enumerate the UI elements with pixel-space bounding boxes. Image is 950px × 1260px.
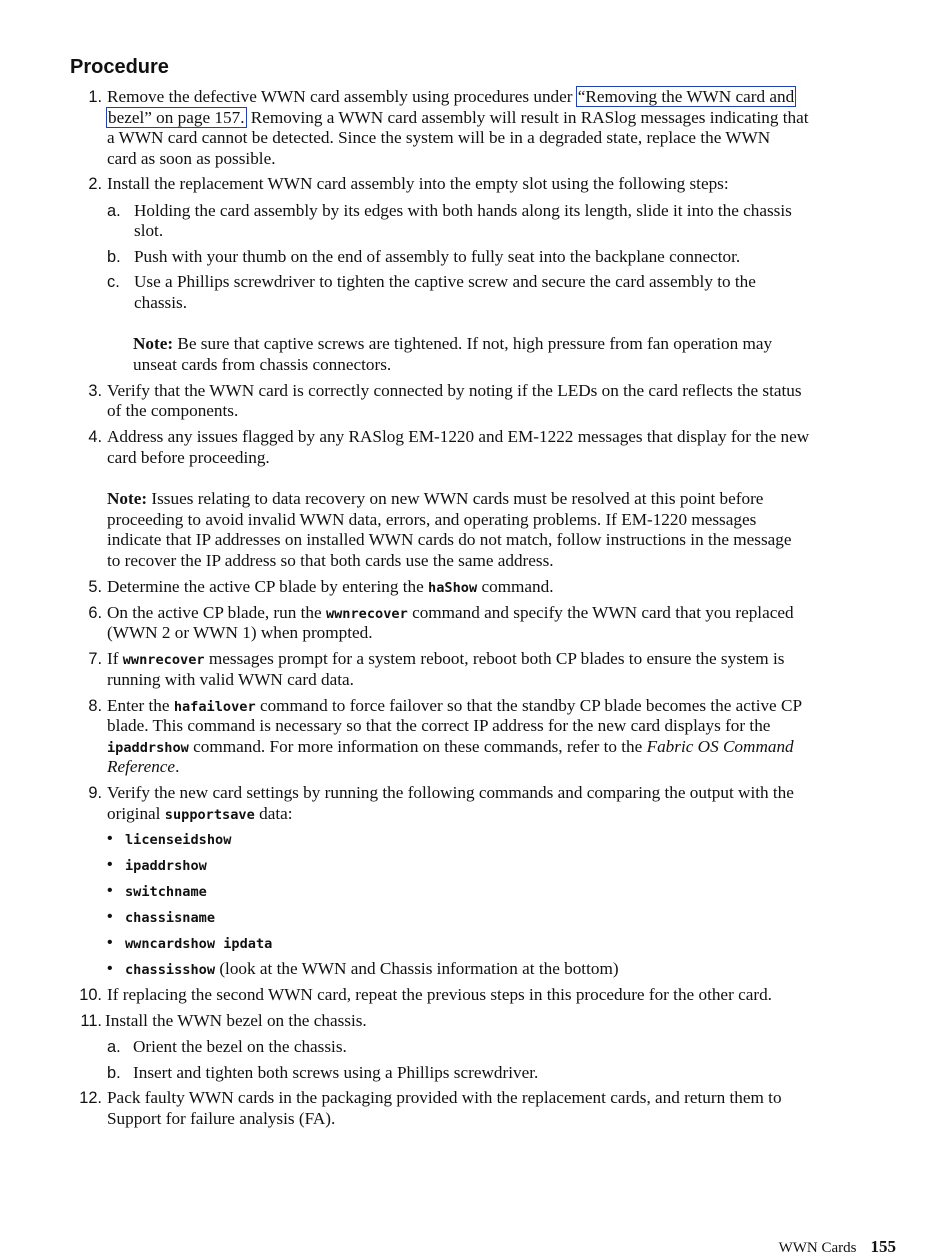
step-8-line-4 [107, 757, 907, 778]
step-8-line-3 [107, 737, 907, 759]
note-4-line-4: to recover the IP address so that both cards use the same address. [107, 551, 554, 570]
step-text: command to force failover so that the standby CP blade becomes the active CP [255, 696, 803, 715]
step-text: Determine the active CP blade by entering the [107, 577, 429, 596]
substep-letter: c. [107, 273, 120, 291]
step-1-line-2 [107, 108, 907, 129]
step-number: 11. [80, 1012, 102, 1030]
substep-2a-line-2: slot. [134, 221, 164, 240]
bullet: • [107, 856, 113, 873]
substep-letter: b. [107, 248, 121, 266]
page-number: 155 [870, 1237, 896, 1256]
step-9-line-2 [107, 804, 907, 826]
step-7-line-1 [107, 649, 907, 671]
step-8-line-2: blade. This command is necessary so that the correct IP address for the new card displays for the [107, 716, 771, 735]
step-text: messages prompt for a system reboot, reboot both CP blades to ensure the system is [204, 649, 785, 668]
substep-11b-text: Insert and tighten both screws using a Phillips screwdriver. [133, 1063, 539, 1082]
step-number: 4. [88, 428, 102, 446]
step-number: 3. [88, 382, 102, 400]
step-number: 7. [88, 650, 102, 668]
command-name: hafailover [173, 699, 256, 715]
removing-wwn-card-link-continued[interactable]: bezel” on page 157. [108, 108, 245, 127]
command-name: haShow [428, 580, 478, 596]
step-number: 8. [88, 697, 102, 715]
bullet: • [107, 934, 113, 951]
step-number: 2. [88, 175, 102, 193]
step-text: Enter the [107, 696, 174, 715]
substep-letter: b. [107, 1064, 121, 1082]
bullet: • [107, 830, 113, 847]
step-4-line-1: Address any issues flagged by any RASlog EM-1220 and EM-1222 messages that display for the new [107, 427, 810, 446]
reference-title: Reference [107, 757, 176, 776]
substep-2a-line-1: Holding the card assembly by its edges with both hands along its length, slide it into the chassis [134, 201, 792, 220]
step-12-line-2: Support for failure analysis (FA). [107, 1109, 336, 1128]
step-text: command and specify the WWN card that you replaced [407, 603, 794, 622]
step-1-line-1 [107, 87, 907, 108]
bullet-item [125, 855, 925, 877]
note-text: Issues relating to data recovery on new WWN cards must be resolved at this point before [147, 489, 764, 508]
step-1-line-4: card as soon as possible. [107, 149, 276, 168]
step-number: 9. [88, 784, 102, 802]
command-name: ipaddrshow [107, 740, 189, 756]
bullet: • [107, 882, 113, 899]
substep-letter: a. [107, 1038, 121, 1056]
footer-section-title: WWN Cards [778, 1240, 857, 1256]
step-text: Remove the defective WWN card assembly using procedures under [107, 87, 577, 106]
step-12-line-1: Pack faulty WWN cards in the packaging provided with the replacement cards, and return them to [107, 1088, 782, 1107]
bullet-item [125, 881, 925, 903]
step-9-line-1: Verify the new card settings by running the following commands and comparing the output with the [107, 783, 794, 802]
step-text: command. For more information on these commands, refer to the [188, 737, 647, 756]
step-number: 12. [79, 1089, 102, 1107]
command-name: chassisshow [125, 962, 216, 978]
bullet-item [125, 959, 925, 981]
reference-title: Fabric OS Command [646, 737, 794, 756]
step-6-line-1 [107, 603, 907, 625]
bullet: • [107, 960, 113, 977]
substep-2c-line-2: chassis. [134, 293, 187, 312]
note-text: Be sure that captive screws are tightened. If not, high pressure from fan operation may [173, 334, 773, 353]
step-text: (look at the WWN and Chassis information at the bottom) [215, 959, 619, 978]
note-label: Note: [133, 334, 174, 353]
procedure-heading: Procedure [70, 56, 169, 78]
note-4-line-1 [107, 489, 907, 510]
step-text: Removing a WWN card assembly will result in RASlog messages indicating that [246, 108, 809, 127]
command-name: wwncardshow ipdata [125, 936, 273, 952]
substep-11a-text: Orient the bezel on the chassis. [133, 1037, 347, 1056]
step-text: original [107, 804, 165, 823]
command-name: switchname [125, 884, 207, 900]
step-5-text [107, 577, 907, 599]
note-4-line-2: proceeding to avoid invalid WWN data, errors, and operating problems. If EM-1220 messages [107, 510, 757, 529]
removing-wwn-card-link[interactable]: “Removing the WWN card and [577, 87, 795, 106]
command-name: wwnrecover [325, 606, 408, 622]
step-8-line-1 [107, 696, 907, 718]
step-text: If [107, 649, 123, 668]
step-4-line-2: card before proceeding. [107, 448, 270, 467]
note-2c-line-2: unseat cards from chassis connectors. [133, 355, 392, 374]
step-3-line-1: Verify that the WWN card is correctly connected by noting if the LEDs on the card reflects the status [107, 381, 802, 400]
step-number: 10. [79, 986, 102, 1004]
step-text: On the active CP blade, run the [107, 603, 326, 622]
command-name: chassisname [125, 910, 216, 926]
step-6-line-2: (WWN 2 or WWN 1) when prompted. [107, 623, 373, 642]
bullet-item [125, 829, 925, 851]
step-text: command. [477, 577, 554, 596]
step-number: 5. [88, 578, 102, 596]
step-1-line-3: a WWN card cannot be detected. Since the system will be in a degraded state, replace the WWN [107, 128, 771, 147]
step-11-text: Install the WWN bezel on the chassis. [105, 1011, 367, 1030]
command-name: wwnrecover [122, 652, 205, 668]
command-name: ipaddrshow [125, 858, 207, 874]
step-text: data: [254, 804, 293, 823]
bullet: • [107, 908, 113, 925]
substep-2b-text: Push with your thumb on the end of assembly to fully seat into the backplane connector. [134, 247, 741, 266]
command-name: supportsave [164, 807, 255, 823]
step-text: . [175, 757, 180, 776]
bullet-item [125, 933, 925, 955]
note-2c-line-1 [133, 334, 933, 355]
bullet-item [125, 907, 925, 929]
substep-letter: a. [107, 202, 121, 220]
step-number: 1. [88, 88, 102, 106]
substep-2c-line-1: Use a Phillips screwdriver to tighten the captive screw and secure the card assembly to the [134, 272, 756, 291]
page-footer [779, 1237, 896, 1257]
step-2-text: Install the replacement WWN card assembly into the empty slot using the following steps: [107, 174, 729, 193]
step-3-line-2: of the components. [107, 401, 239, 420]
command-name: licenseidshow [125, 832, 232, 848]
note-label: Note: [107, 489, 148, 508]
note-4-line-3: indicate that IP addresses on installed WWN cards do not match, follow instructions in the message [107, 530, 792, 549]
step-10-text: If replacing the second WWN card, repeat the previous steps in this procedure for the other card. [107, 985, 772, 1004]
step-7-line-2: running with valid WWN card data. [107, 670, 354, 689]
step-number: 6. [88, 604, 102, 622]
